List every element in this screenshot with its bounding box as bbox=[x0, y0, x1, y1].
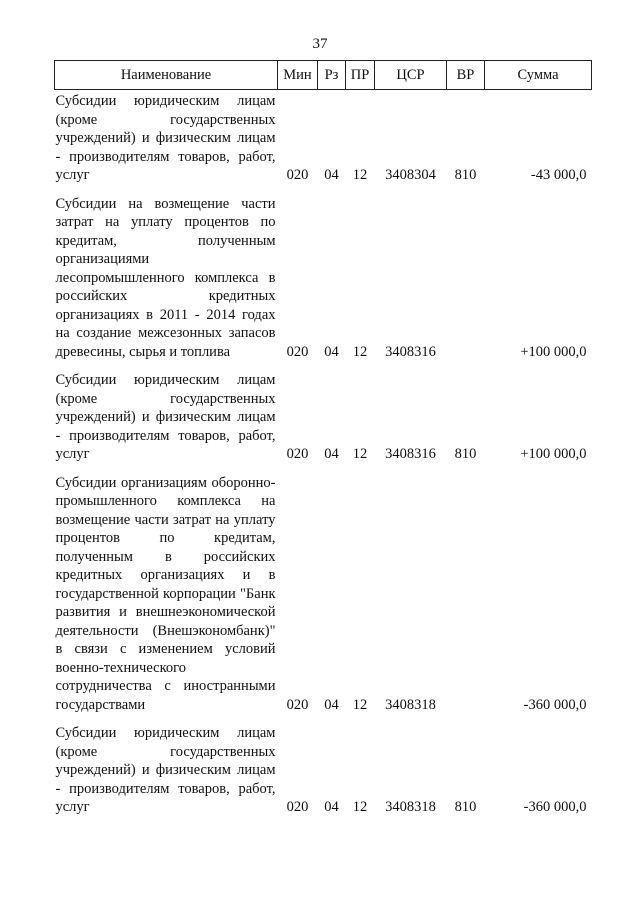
row-pr: 12 bbox=[352, 343, 368, 360]
row-min: 020 bbox=[286, 343, 309, 360]
row-csr: 3408318 bbox=[385, 799, 436, 815]
row-vr bbox=[447, 474, 485, 725]
row-vr: 810 bbox=[454, 799, 477, 815]
row-rz: 04 bbox=[324, 446, 339, 462]
row-pr: 12 bbox=[352, 799, 368, 815]
table-row bbox=[55, 90, 592, 195]
row-name: Субсидии организациям оборонно-промышленного комплекса на возмещение части затрат на уплату процентов по кредитам, полученным в российских кредитных организациях и в государственной корпорации "Банк развития и внешнеэкономической деятельности (Внешэкономбанк)" в связи с изменением условий военно-технического сотрудничества с иностранными государствами bbox=[55, 474, 276, 713]
header-vr: ВР bbox=[447, 61, 485, 90]
table-row bbox=[55, 474, 592, 725]
header-sum: Сумма bbox=[485, 61, 592, 90]
budget-table bbox=[54, 60, 592, 827]
header-min: Мин bbox=[278, 61, 318, 90]
row-vr: 810 bbox=[454, 446, 477, 462]
header-row bbox=[55, 61, 592, 90]
row-name: Субсидии юридическим лицам (кроме государственных учреждений) и физическим лицам - производителям товаров, работ, услуг bbox=[55, 372, 276, 462]
row-min: 020 bbox=[286, 696, 309, 713]
header-name: Наименование bbox=[55, 61, 278, 90]
row-csr: 3408316 bbox=[385, 343, 436, 360]
row-pr: 12 bbox=[352, 446, 368, 462]
row-min: 020 bbox=[286, 446, 309, 462]
table-row bbox=[55, 195, 592, 372]
row-rz: 04 bbox=[324, 799, 339, 815]
row-sum: -360 000,0 bbox=[523, 799, 587, 815]
row-vr bbox=[447, 195, 485, 372]
header-pr: ПР bbox=[346, 61, 375, 90]
table-row bbox=[55, 724, 592, 827]
row-name: Субсидии юридическим лицам (кроме государственных учреждений) и физическим лицам - производителям товаров, работ, услуг bbox=[55, 725, 276, 815]
row-csr: 3408304 bbox=[385, 167, 436, 183]
row-sum: +100 000,0 bbox=[520, 446, 587, 462]
row-name: Субсидии на возмещение части затрат на уплату процентов по кредитам, полученным организациями лесопромышленного комплекса в российских кредитных организациях в 2011 - 2014 годах на создание межсезонных запасов древесины, сырья и топлива bbox=[55, 195, 276, 360]
header-rz: Рз bbox=[318, 61, 346, 90]
row-rz: 04 bbox=[324, 167, 339, 183]
row-csr: 3408318 bbox=[385, 696, 436, 713]
table-row bbox=[55, 371, 592, 474]
row-csr: 3408316 bbox=[385, 446, 436, 462]
page-number: 37 bbox=[312, 36, 328, 52]
row-vr: 810 bbox=[454, 167, 477, 183]
row-pr: 12 bbox=[352, 696, 368, 713]
row-sum: +100 000,0 bbox=[520, 343, 587, 360]
table-header bbox=[55, 61, 592, 90]
row-pr: 12 bbox=[352, 167, 368, 183]
row-min: 020 bbox=[286, 167, 309, 183]
row-min: 020 bbox=[286, 799, 309, 815]
header-csr: ЦСР bbox=[375, 61, 447, 90]
table-body bbox=[55, 90, 592, 827]
row-name: Субсидии юридическим лицам (кроме государственных учреждений) и физическим лицам - производителям товаров, работ, услуг bbox=[55, 93, 276, 183]
row-rz: 04 bbox=[324, 696, 339, 713]
row-rz: 04 bbox=[324, 343, 339, 360]
row-sum: -43 000,0 bbox=[530, 167, 587, 183]
row-sum: -360 000,0 bbox=[523, 696, 587, 713]
